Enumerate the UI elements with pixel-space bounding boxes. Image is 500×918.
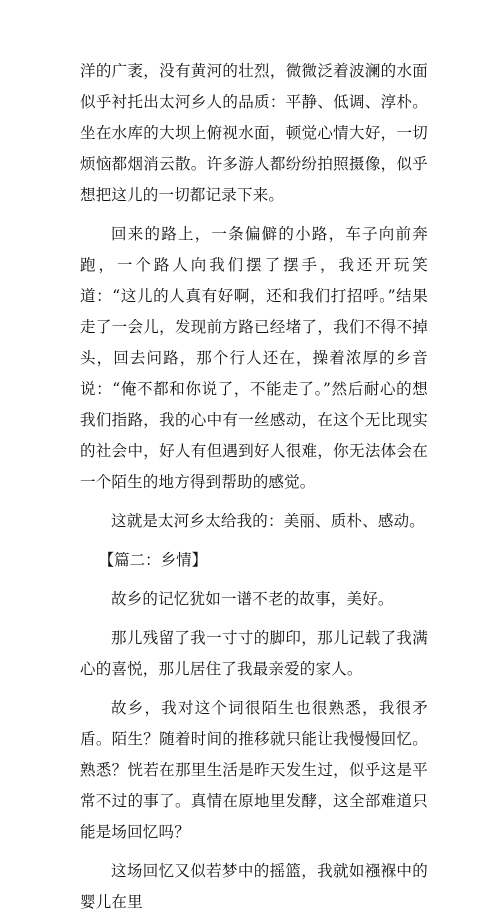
paragraph-summary: 这就是太河乡太给我的：美丽、质朴、感动。 (111, 512, 426, 530)
paragraph-footprints: 那儿残留了我一寸寸的脚印，那儿记载了我满心的喜悦，那儿居住了我最亲爱的家人。 (80, 629, 428, 678)
paragraph-hometown: 故乡，我对这个词很陌生也很熟悉，我很矛盾。陌生？随着时间的推移就只能让我慢慢回忆。熟悉？恍若在那里生活是昨天发生过，似乎这是平常不过的事了。真情在原地里发酵，这全部难道只能是场回忆吗？ (80, 699, 428, 841)
paragraph-road-story: 回来的路上，一条偏僻的小路，车子向前奔跑，一个路人向我们摆了摆手，我还开玩笑道：“这儿的人真有好啊，还和我们打招呼。”结果走了一会儿，发现前方路已经堵了，我们不得不掉头，回去问路，那个行人还在，操着浓厚的乡音说：“俺不都和你说了，不能走了。”然后耐心的想我们指路，我的心中有一丝感动，在这个无比现实的社会中，好人有但遇到好人很难，你无法体会在一个陌生的地方得到帮助的感觉。 (80, 225, 428, 491)
paragraph-memory: 故乡的记忆犹如一谱不老的故事，美好。 (111, 590, 394, 608)
paragraph-continuation: 洋的广袤，没有黄河的壮烈，微微泛着波澜的水面似乎衬托出太河乡人的品质：平静、低调、淳朴。坐在水库的大坝上俯视水面，顿觉心情大好，一切烦恼都烟消云散。许多游人都纷纷拍照摄像，似乎想把这儿的一切都记录下来。 (80, 62, 428, 204)
paragraph-cradle: 这场回忆又似若梦中的摇篮，我就如襁褓中的婴儿在里 (80, 862, 428, 911)
section-heading: 【篇二：乡情】 (98, 551, 208, 569)
